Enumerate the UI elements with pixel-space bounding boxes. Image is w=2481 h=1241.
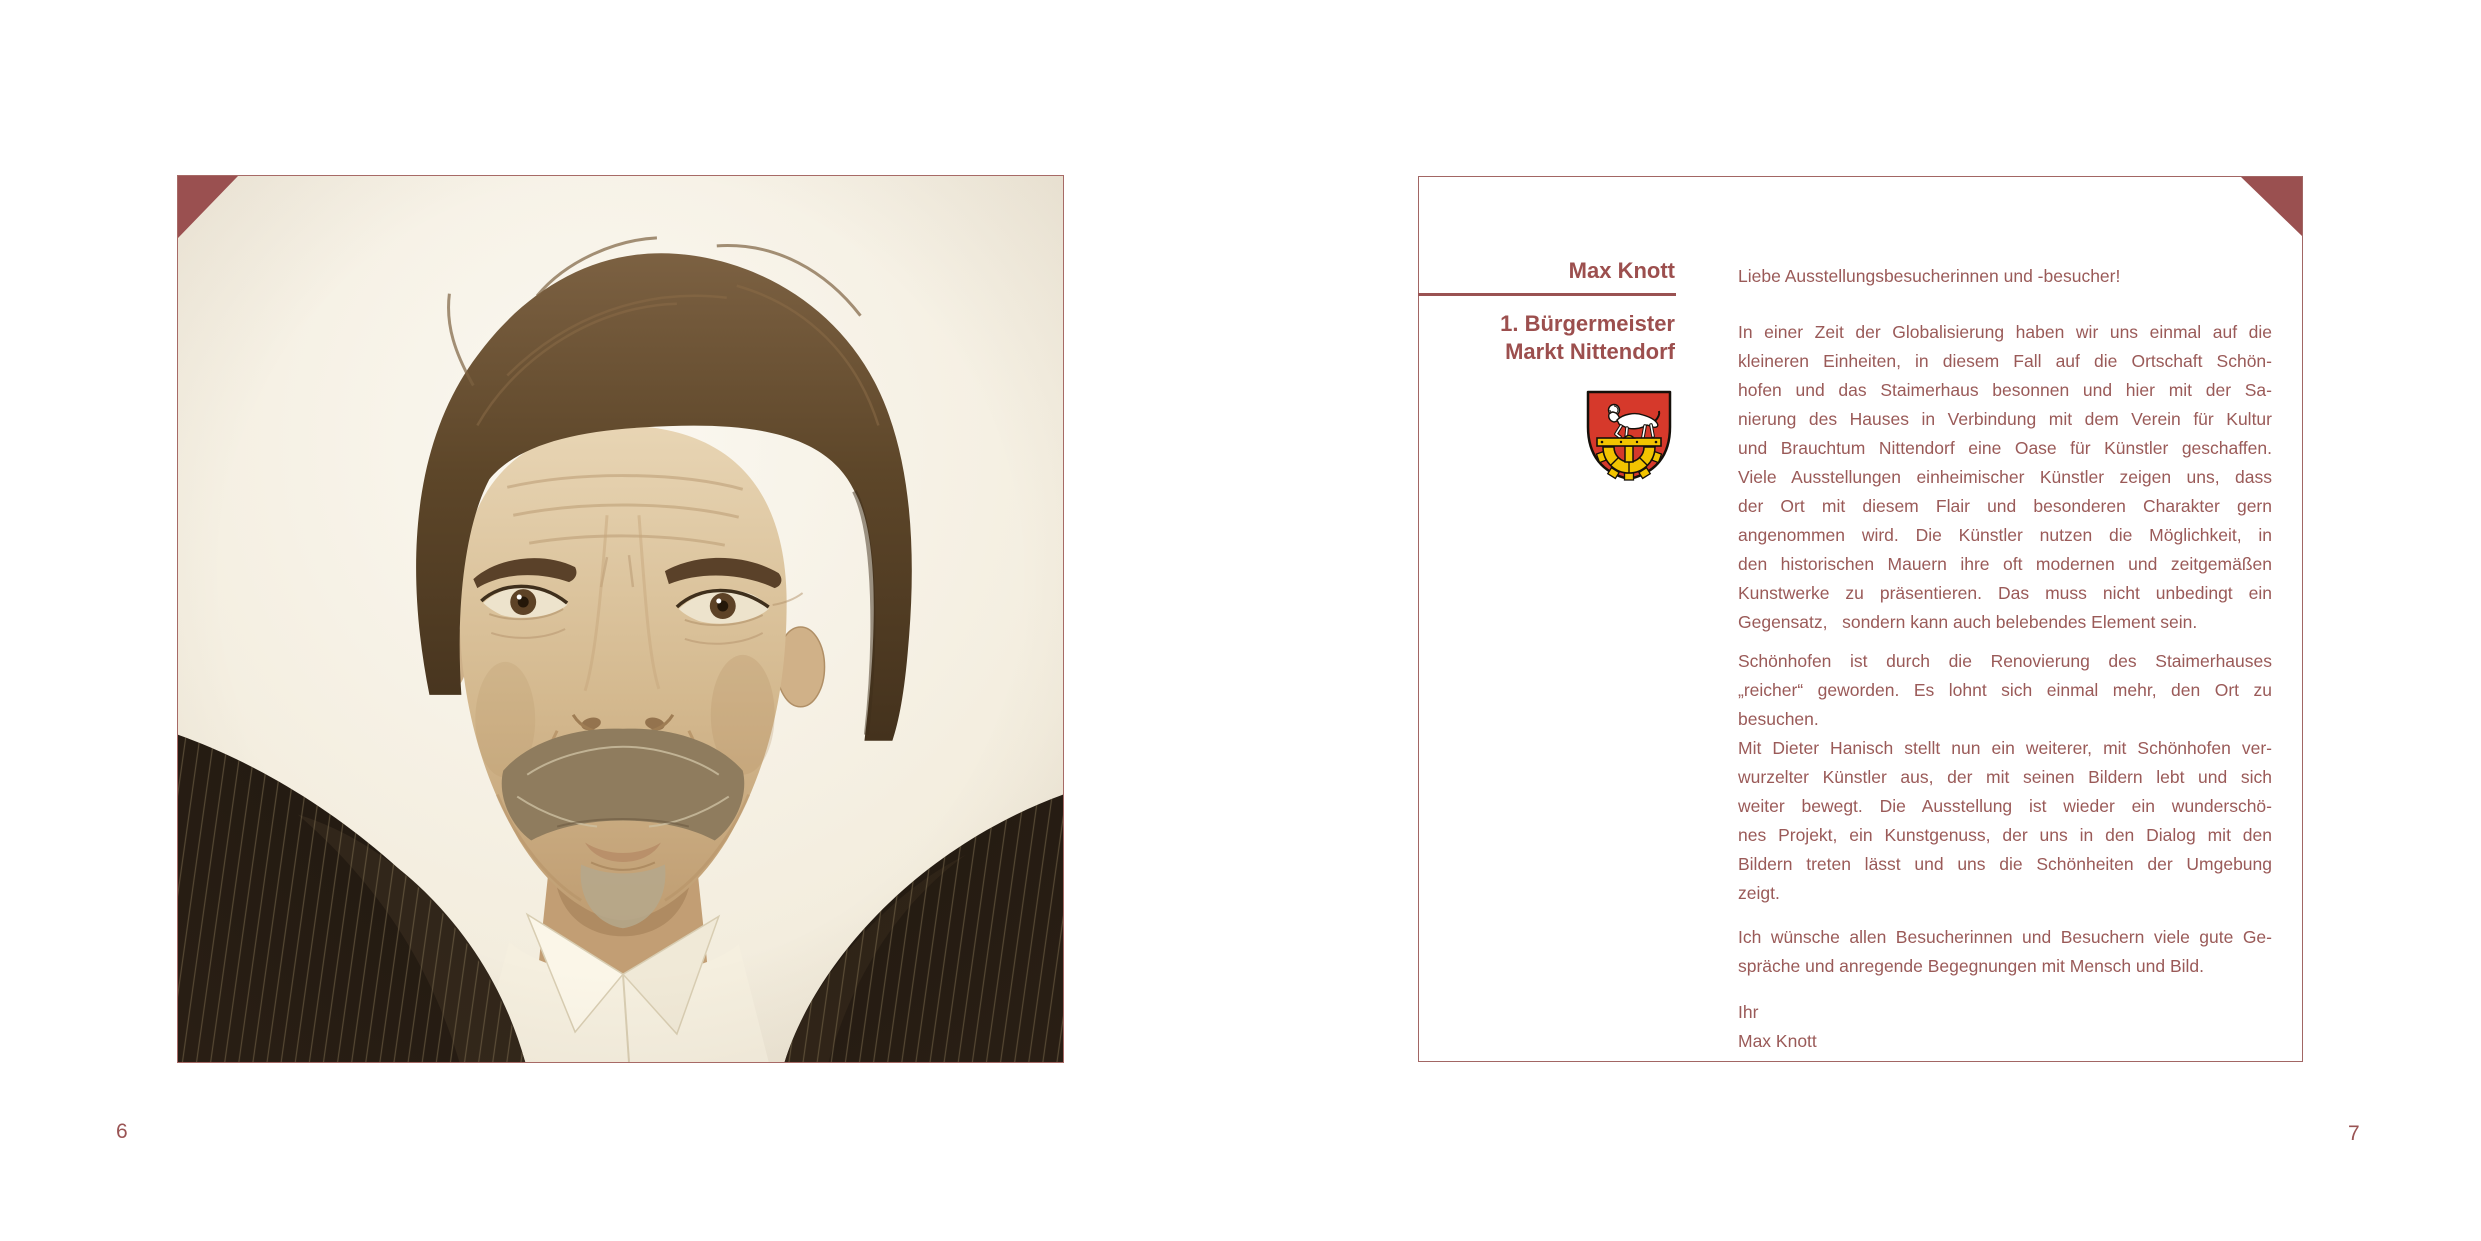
text-line: den historischen Mauern ihre oft modernen und zeitgemäßen xyxy=(1738,554,2272,574)
letter-signature xyxy=(1738,998,2272,1056)
portrait-photo xyxy=(177,175,1064,1063)
page-number-right: 7 xyxy=(2348,1122,2360,1145)
text-line: besuchen. xyxy=(1738,709,1819,729)
text-line: Ich wünsche allen Besucherinnen und Besuchern viele gute Ge- xyxy=(1738,927,2272,947)
text-line: Kunstwerke zu präsentieren. Das muss nicht unbedingt ein xyxy=(1738,583,2272,603)
text-line: und Brauchtum Nittendorf eine Oase für Künstler geschaffen. xyxy=(1738,438,2272,458)
nittendorf-coat-of-arms xyxy=(1583,387,1675,484)
portrait-illustration xyxy=(178,176,1063,1062)
text-line: 1. Bürgermeister xyxy=(1500,311,1675,336)
coat-of-arms-illustration xyxy=(1583,387,1675,484)
letter-box xyxy=(1418,176,2303,1062)
letter-paragraph xyxy=(1738,647,2272,908)
text-line: Mit Dieter Hanisch stellt nun ein weiterer, mit Schönhofen ver- xyxy=(1738,738,2272,758)
text-line: angenommen wird. Die Künstler nutzen die Möglichkeit, in xyxy=(1738,525,2272,545)
text-line: der Ort mit diesem Flair und besonderen Charakter gern xyxy=(1738,496,2272,516)
text-line: Bildern treten lässt und uns die Schönheiten der Umgebung xyxy=(1738,854,2272,874)
header-rule xyxy=(1418,293,1676,296)
text-line: Markt Nittendorf xyxy=(1505,339,1675,364)
text-line: wurzelter Künstler aus, der mit seinen Bildern lebt und sich xyxy=(1738,767,2272,787)
text-line: spräche und anregende Begegnungen mit Mensch und Bild. xyxy=(1738,956,2205,976)
corner-triangle-left-page xyxy=(178,176,238,238)
text-line: Gegensatz, sondern kann auch belebendes Element sein. xyxy=(1738,612,2198,632)
page-number-left: 6 xyxy=(116,1120,128,1143)
text-line: kleineren Einheiten, in diesem Fall auf die Ortschaft Schön- xyxy=(1738,351,2272,371)
author-title xyxy=(1419,310,1675,366)
letter-paragraph xyxy=(1738,318,2272,637)
text-line: Ihr xyxy=(1738,1002,1759,1022)
text-line: hofen und das Staimerhaus besonnen und hier mit der Sa- xyxy=(1738,380,2272,400)
text-line: Schönhofen ist durch die Renovierung des Staimerhauses xyxy=(1738,651,2272,671)
text-line: weiter bewegt. Die Ausstellung ist wieder ein wunderschö- xyxy=(1738,796,2272,816)
text-line: zeigt. xyxy=(1738,883,1780,903)
text-line: nierung des Hauses in Verbindung mit dem Verein für Kultur xyxy=(1738,409,2272,429)
text-line: Viele Ausstellungen einheimischer Künstler zeigen uns, dass xyxy=(1738,467,2272,487)
text-line: Max Knott xyxy=(1738,1031,1817,1051)
text-line: nes Projekt, ein Kunstgenuss, der uns in den Dialog mit den xyxy=(1738,825,2272,845)
corner-triangle-right-page xyxy=(2241,177,2302,236)
letter-greeting: Liebe Ausstellungsbesucherinnen und -besucher! xyxy=(1738,266,2121,286)
letter-paragraph xyxy=(1738,923,2272,981)
text-line: In einer Zeit der Globalisierung haben wir uns einmal auf die xyxy=(1738,322,2272,342)
author-name: Max Knott xyxy=(1568,258,1675,283)
text-line: „reicher“ geworden. Es lohnt sich einmal mehr, den Ort zu xyxy=(1738,680,2272,700)
